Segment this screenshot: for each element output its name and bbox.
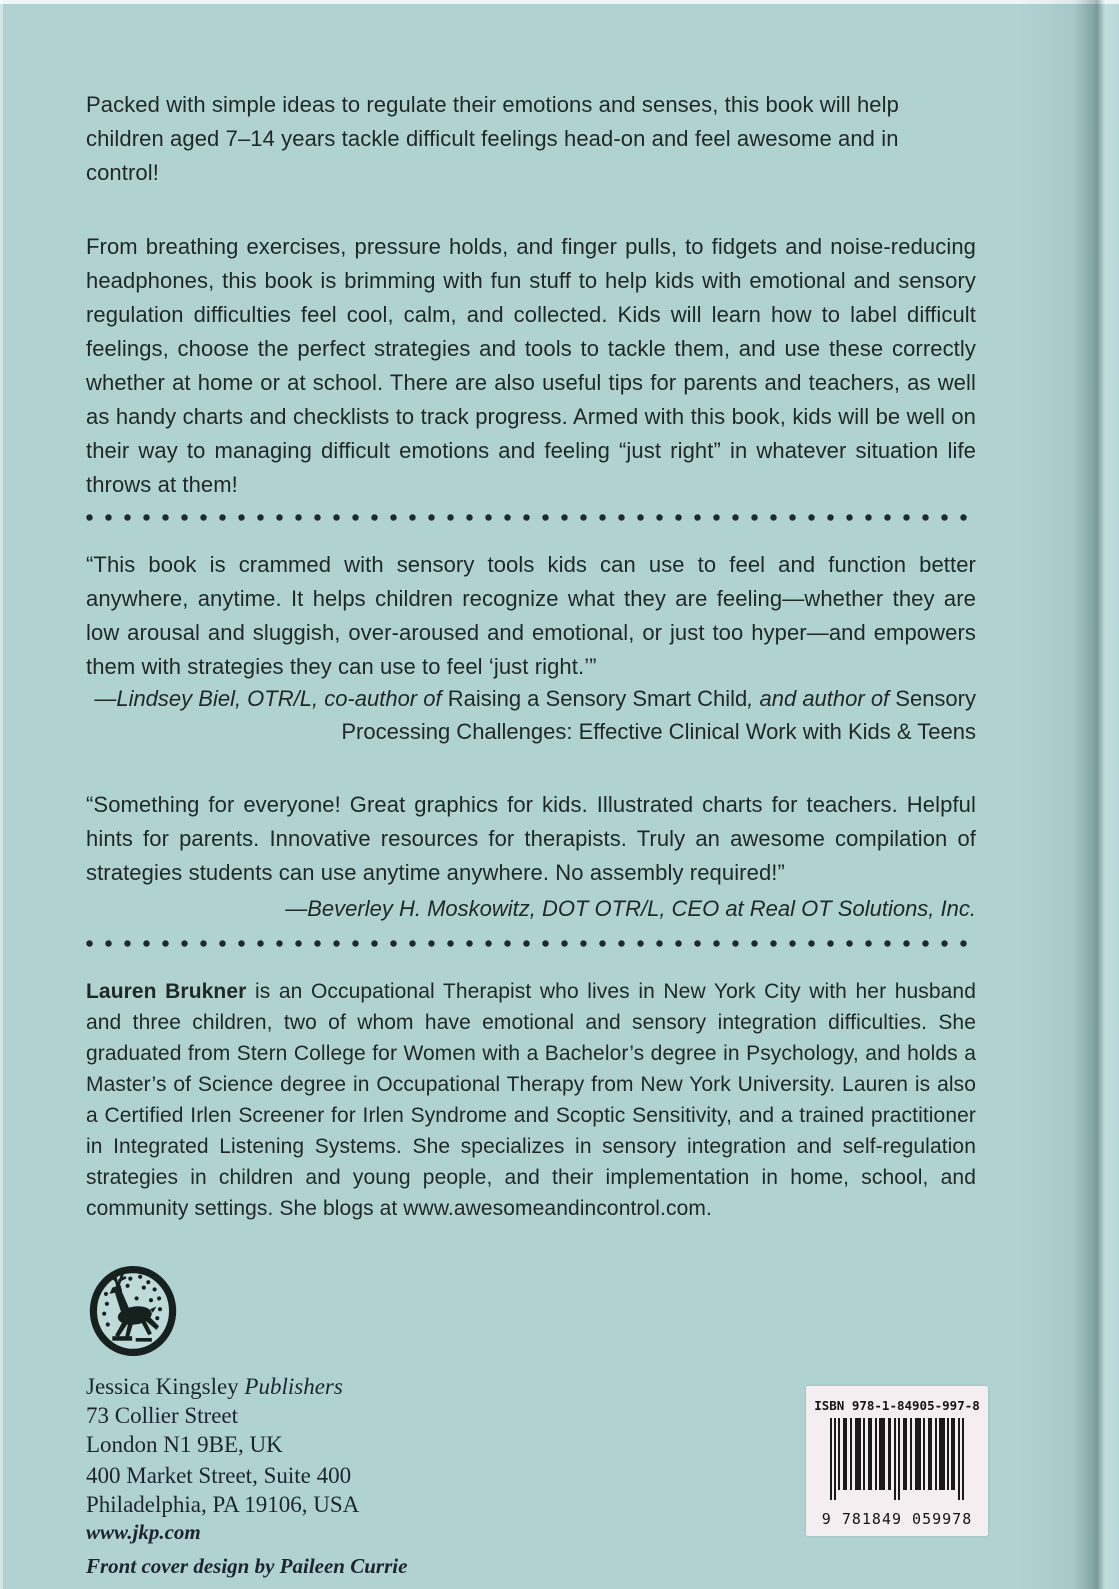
endorsement-1-attribution: —Lindsey Biel, OTR/L, co-author of Raising a Sensory Smart Child, and author of Sensory Processing Challenges: Effective Clinical Work with Kids & Teens [94,686,976,744]
author-bio-section [86,976,976,1224]
barcode-icon [830,1418,964,1506]
publisher-address-us-line-1: 400 Market Street, Suite 400 [86,1463,352,1488]
dotted-divider-top [86,514,976,521]
author-bio: Lauren Brukner is an Occupational Therapist who lives in New York City with her husband and three children, two of whom have emotional and sensory integration difficulties. She graduated from Stern College for Women with a Bachelor’s degree in Psychology, and holds a Master’s of Science degree in Occupational Therapy from New York University. Lauren is also a Certified Irlen Screener for Irlen Syndrome and Scoptic Sensitivity, and a trained practitioner in Integrated Listening Systems. She specializes in sensory integration and self-regulation strategies in children and young people, and their implementation in home, school, and community settings. She blogs at www.awesomeandincontrol.com. [86,980,976,1220]
blurb-paragraph-1: Packed with simple ideas to regulate their emotions and senses, this book will help children aged 7–14 years tackle difficult feelings head-on and feel awesome and in control! [86,92,899,185]
endorsement-2-attribution: —Beverley H. Moskowitz, DOT OTR/L, CEO at Real OT Solutions, Inc. [285,896,976,921]
blurb-section [86,88,976,190]
photo-top-edge [0,0,1119,4]
publisher-name: Jessica Kingsley Publishers [86,1374,343,1399]
publisher-deer-logo-icon [88,1264,178,1358]
author-name: Lauren Brukner [86,980,247,1003]
photo-left-edge [0,0,3,1589]
publisher-address-us-line-2: Philadelphia, PA 19106, USA [86,1492,360,1517]
dotted-divider-bottom [86,940,976,947]
blurb-paragraph-2: From breathing exercises, pressure holds, and finger pulls, to fidgets and noise-reducing headphones, this book is brimming with fun stuff to help kids with emotional and sensory regulation difficulties feel cool, calm, and collected. Kids will learn how to label difficult feelings, choose the perfect strategies and tools to tackle them, and use these correctly whether at home or at school. There are also useful tips for parents and teachers, as well as handy charts and checklists to track progress. Armed with this book, kids will be well on their way to managing difficult emotions and feeling “just right” in whatever situation life throws at them! [86,234,976,497]
barcode-label [806,1386,988,1536]
publisher-website: www.jkp.com [86,1520,201,1544]
publisher-address-uk-line-2: London N1 9BE, UK [86,1432,283,1457]
endorsement-2-quote: “Something for everyone! Great graphics for kids. Illustrated charts for teachers. Helpful hints for parents. Innovative resources for therapists. Truly an awesome compilation of strategies students can use anytime anywhere. No assembly required!” [86,792,976,885]
book-spine-crease [1019,0,1119,1589]
endorsement-1-quote: “This book is crammed with sensory tools kids can use to feel and function better anywhere, anytime. It helps children recognize what they are feeling—whether they are low arousal and sluggish, over-aroused and emotional, or just too hyper—and empowers them with strategies they can use to feel ‘just right.’” [86,552,976,679]
endorsement-2 [86,788,976,890]
publisher-address-uk-line-1: 73 Collier Street [86,1403,239,1428]
endorsement-1 [86,548,976,684]
isbn-text: ISBN 978-1-84905-997-8 [814,1398,980,1413]
barcode-number: 9 781849 059978 [821,1510,973,1528]
cover-design-credit: Front cover design by Paileen Currie [86,1554,408,1578]
